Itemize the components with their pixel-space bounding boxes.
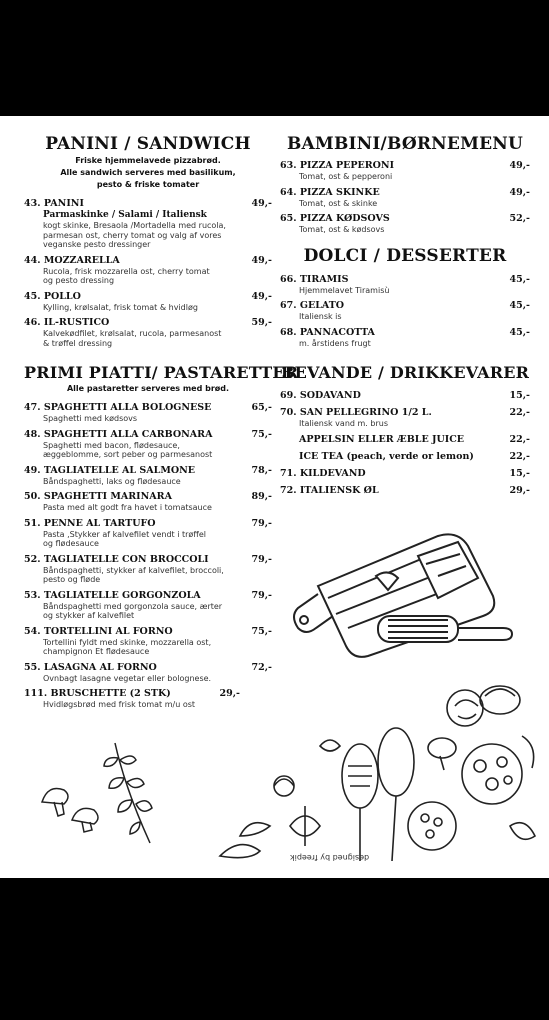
item-desc: Pasta ,Stykker af kalvefilet vendt i trøffel [43,529,206,539]
section-title-panini: PANINI / SANDWICH [45,134,251,154]
item-name: APPELSIN ELLER ÆBLE JUICE [299,433,465,445]
item-desc: parmesan ost, cherry tomat og valg af vores [43,230,222,240]
item-subtitle: Parmaskinke / Salami / Italiensk [43,210,207,220]
item-name: 67. GELATO [280,300,345,311]
menu-page [0,116,549,878]
menu-item [280,187,530,209]
item-price: 45,- [509,326,530,338]
item-desc: Tomat, ost & pepperoni [299,172,393,181]
item-desc: og pesto dressing [43,276,115,285]
item-name: 54. TORTELLINI AL FORNO [24,625,173,637]
menu-item [280,407,530,429]
menu-item [24,491,272,513]
item-price: 78,- [251,464,272,476]
item-desc: kogt skinke, Bresaola /Mortadella med rucola, [43,221,226,230]
item-desc: Båndspaghetti med gorgonzola sauce, ærter [43,601,223,611]
menu-item [280,160,530,182]
item-desc: og flødesauce [43,539,99,548]
item-name: 44. MOZZARELLA [24,254,120,266]
item-name: 46. IL-RUSTICO [24,317,110,328]
menu-item [280,300,530,322]
section-title-primi: PRIMI PIATTI/ PASTARETTER [24,363,299,382]
menu-item [24,554,272,585]
section-subtitle: Friske hjemmelavede pizzabrød. [75,156,221,165]
item-price: 49,- [251,198,272,209]
item-desc: Kalvekødfilet, krølsalat, rucola, parmesanost [43,329,222,338]
item-name: 51. PENNE AL TARTUFO [24,517,156,529]
item-desc: Pasta med alt godt fra havet i tomatsauce [43,503,212,512]
item-desc: og stykker af kalvefilet [43,611,135,620]
menu-item [280,468,530,480]
item-price: 45,- [509,273,530,285]
item-desc: champignon Et flødesauce [43,647,150,656]
vegetables-illustration [210,676,545,866]
item-price: 79,- [251,517,272,529]
item-name: 52. TAGLIATELLE CON BROCCOLI [24,553,209,565]
item-name: ICE TEA (peach, verde or lemon) [299,450,474,462]
section-subtitle: Alle pastaretter serveres med brød. [66,384,230,393]
item-price: 49,- [251,254,272,266]
section-subtitle: Alle sandwich serveres med basilikum, [60,168,236,177]
item-price: 65,- [251,402,272,413]
menu-item [280,274,530,296]
item-price: 29,- [509,484,530,496]
item-desc: Rucola, frisk mozzarella ost, cherry tomat [43,266,210,276]
item-desc: Ovnbagt lasagne vegetar eller bolognese. [43,673,212,683]
section-title-bevande: BEVANDE / DRIKKEVARER [280,363,530,382]
item-name: 43. PANINI [24,198,84,209]
item-desc: m. årstidens frugt [299,338,371,348]
item-desc: Båndspaghetti, laks og flødesauce [43,476,181,486]
item-desc: Tomat, ost & kødsovs [299,225,385,234]
menu-item [280,485,530,497]
item-name: 64. PIZZA SKINKE [280,186,380,198]
menu-item [280,327,530,349]
item-desc: Italiensk is [299,312,342,321]
item-price: 15,- [509,390,530,401]
item-name: 111. BRUSCHETTE (2 STK) [24,688,171,699]
item-name: 63. PIZZA PEPERONI [280,160,395,171]
item-price: 49,- [509,186,530,198]
item-desc: Tortellini fyldt med skinke, mozzarella ost, [43,637,212,647]
item-price: 75,- [251,428,272,440]
item-name: 55. LASAGNA AL FORNO [24,661,157,673]
item-price: 49,- [509,160,530,171]
item-price: 75,- [251,625,272,637]
menu-item [24,198,272,250]
item-desc: pesto og fløde [43,575,101,584]
item-price: 59,- [251,317,272,328]
item-name: 49. TAGLIATELLE AL SALMONE [24,464,196,476]
item-desc: Hjemmelavet Tiramisù [299,285,390,295]
item-price: 52,- [509,213,530,224]
item-price: 22,- [509,450,530,462]
item-name: 71. KILDEVAND [280,467,366,479]
item-name: 53. TAGLIATELLE GORGONZOLA [24,589,201,601]
menu-item [24,402,272,424]
menu-item [24,255,272,286]
herb-sprig-illustration [100,738,160,848]
menu-item [280,213,530,235]
item-price: 22,- [509,433,530,445]
item-name: 48. SPAGHETTI ALLA CARBONARA [24,428,213,440]
menu-item [24,626,272,657]
menu-item [24,688,240,710]
menu-item [24,465,272,487]
item-price: 29,- [219,688,240,699]
item-desc: Spaghetti med kødsovs [43,414,138,423]
section-title-bambini: BAMBINI/BØRNEMENU [286,134,524,154]
item-price: 49,- [251,290,272,302]
item-price: 72,- [251,661,272,673]
item-price: 15,- [509,467,530,479]
cutting-board-illustration [288,516,518,666]
menu-item [24,317,272,348]
item-desc: æggeblomme, sort peber og parmesanost [43,450,213,459]
section-title-dolci: DOLCI / DESSERTER [303,245,507,266]
right-column [280,134,530,502]
designer-credit: designed by freepik [290,853,370,862]
item-desc: Tomat, ost & skinke [299,198,378,208]
section-subtitle: pesto & friske tomater [96,180,200,189]
item-desc: & trøffel dressing [43,338,113,348]
menu-item [280,451,530,463]
mushrooms-illustration [38,780,108,834]
item-desc: Hvidløgsbrød med frisk tomat m/u ost [43,700,196,709]
menu-item [24,429,272,460]
item-desc: veganske pesto dressinger [43,240,151,249]
item-name: 65. PIZZA KØDSOVS [280,213,390,224]
item-price: 79,- [251,553,272,565]
item-price: 79,- [251,589,272,601]
item-name: 68. PANNACOTTA [280,326,375,338]
item-price: 22,- [509,407,530,418]
item-price: 45,- [509,300,530,311]
menu-item [280,390,530,402]
item-price: 89,- [251,491,272,502]
menu-item [24,590,272,621]
item-name: 66. TIRAMIS [280,273,349,285]
item-desc: Italiensk vand m. brus [299,419,388,428]
menu-item [24,518,272,549]
item-name: 50. SPAGHETTI MARINARA [24,491,172,502]
item-name: 45. POLLO [24,290,81,302]
item-name: 72. ITALIENSK ØL [280,484,379,496]
item-desc: Båndspaghetti, stykker af kalvefilet, broccoli, [43,565,224,575]
left-column [24,134,299,715]
item-desc: Spaghetti med bacon, flødesauce, [43,440,180,450]
item-name: 69. SODAVAND [280,390,361,401]
item-name: 70. SAN PELLEGRINO 1/2 L. [280,407,432,418]
item-name: 47. SPAGHETTI ALLA BOLOGNESE [24,402,212,413]
item-desc: Kylling, krølsalat, frisk tomat & hvidløg [43,302,198,312]
menu-item [24,291,272,313]
menu-item [280,434,530,446]
